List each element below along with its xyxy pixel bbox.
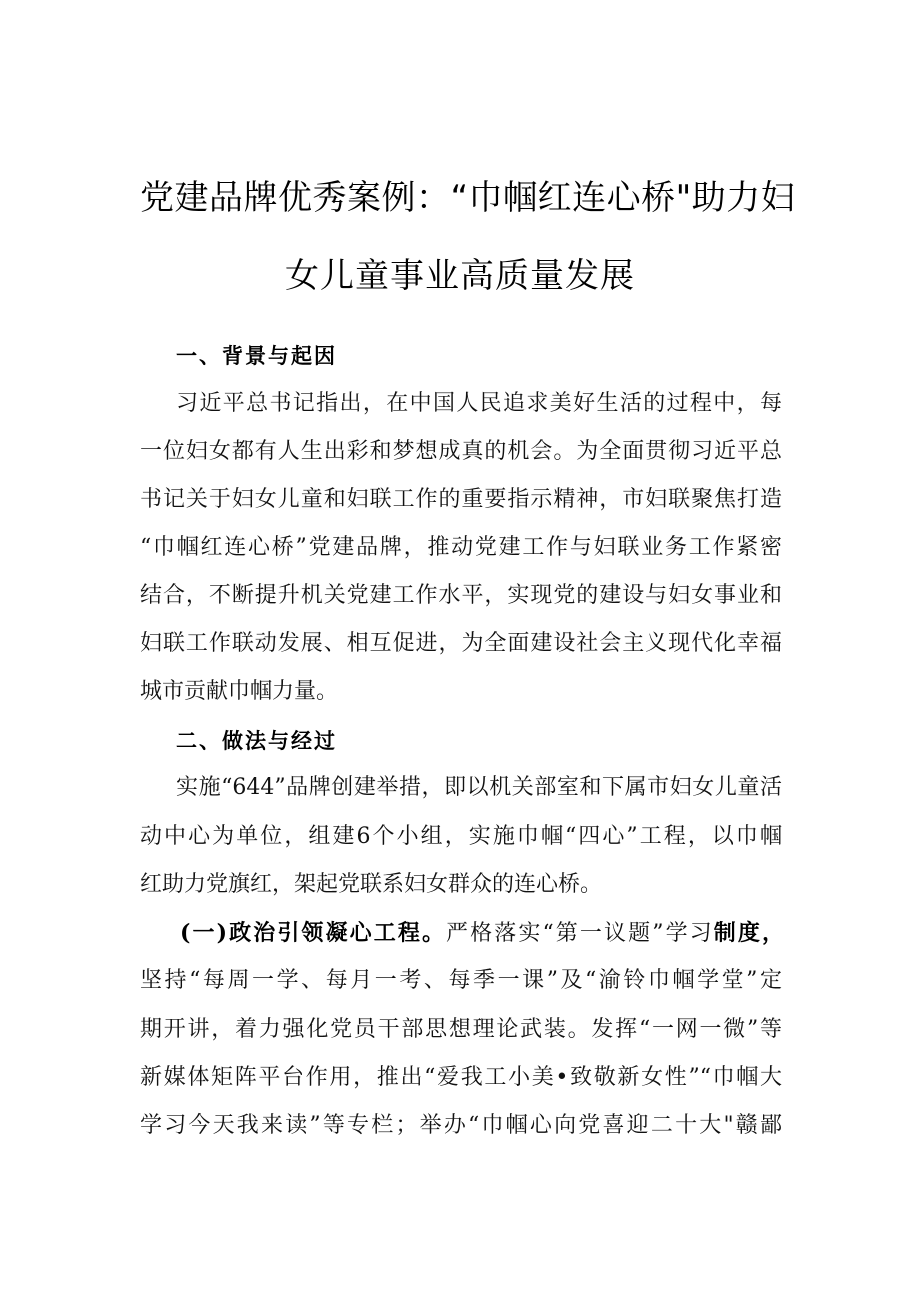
paragraph-line: 动中心为单位，组建6个小组，实施巾帼“四心”工程，以巾帼 <box>140 824 782 849</box>
paragraph-line: “巾帼红连心桥”党建品牌，推动党建工作与妇联业务工作紧密 <box>140 535 782 560</box>
paragraph-line: 妇联工作联动发展、相互促进，为全面建设社会主义现代化幸福 <box>140 631 782 656</box>
paragraph-line: 学习今天我来读”等专栏；举办“巾帼心向党喜迎二十大"赣鄙 <box>140 1113 782 1138</box>
section-1-heading: 一、背景与起因 <box>176 344 337 368</box>
subsection-1-bold-tail: 制度， <box>713 920 784 946</box>
subsection-1-lead-line <box>180 918 784 949</box>
subsection-1-lead-text: 严格落实“第一议题”学习 <box>446 921 714 946</box>
paragraph-line: 书记关于妇女儿童和妇联工作的重要指示精神，市妇联聚焦打造 <box>140 487 782 512</box>
document-title-line-1: 党建品牌优秀案例：“巾帼红连心桥"助力妇 <box>140 178 796 218</box>
paragraph-line: 城市贡献巾帼力量。 <box>140 679 339 704</box>
paragraph-line: 习近平总书记指出，在中国人民追求美好生活的过程中，每 <box>176 391 782 416</box>
subsection-1-title: (一)政治引领凝心工程。 <box>180 920 447 946</box>
paragraph-line: 红助力党旗红，架起党联系妇女群众的连心桥。 <box>140 872 603 897</box>
paragraph-line: 实施“644”品牌创建举措，即以机关部室和下属市妇女儿童活 <box>176 775 782 800</box>
paragraph-line: 坚持“每周一学、每月一考、每季一课”及“渝铃巾帼学堂”定 <box>140 968 782 993</box>
document-title-line-2: 女儿童事业高质量发展 <box>285 256 635 296</box>
section-2-heading: 二、做法与经过 <box>176 729 337 753</box>
paragraph-line: 一位妇女都有人生出彩和梦想成真的机会。为全面贯彻习近平总 <box>140 439 782 464</box>
paragraph-line: 期开讲，着力强化党员干部思想理论武装。发挥“一网一微”等 <box>140 1017 782 1042</box>
paragraph-line: 新媒体矩阵平台作用，推出“爱我工小美•致敬新女性”“巾帼大 <box>140 1065 782 1090</box>
paragraph-line: 结合，不断提升机关党建工作水平，实现党的建设与妇女事业和 <box>140 583 782 608</box>
